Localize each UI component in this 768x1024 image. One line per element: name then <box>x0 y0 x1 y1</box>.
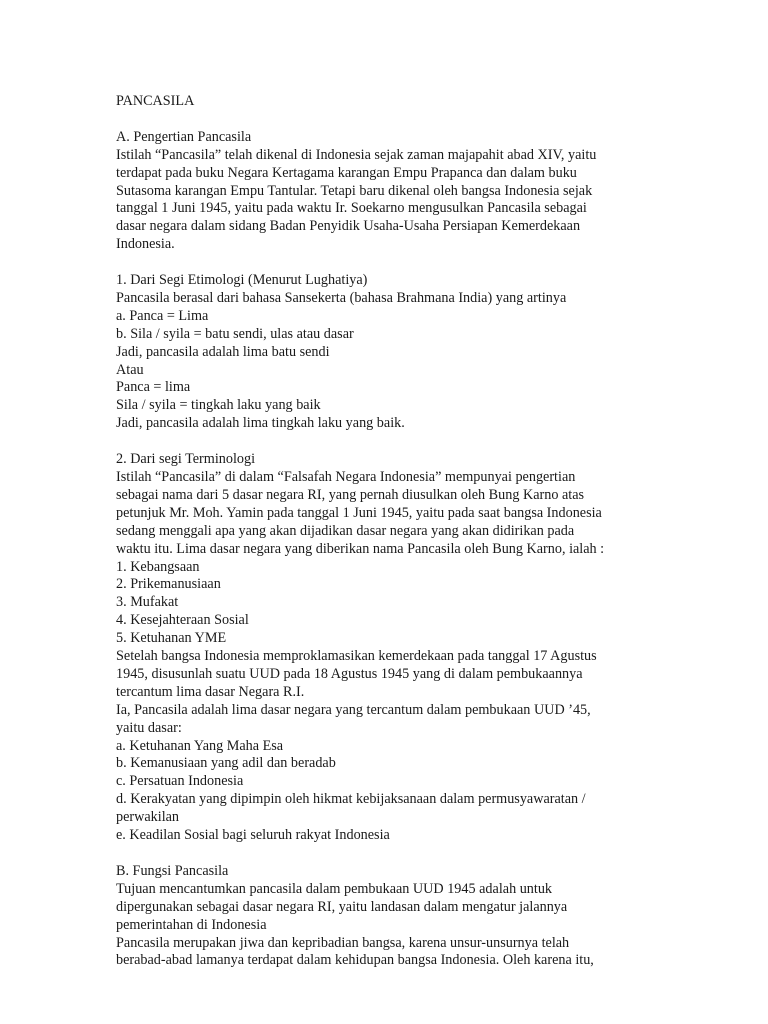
blank-line <box>116 111 656 129</box>
paragraph-line: Sila / syila = tingkah laku yang baik <box>116 397 321 414</box>
blank-line <box>116 254 656 272</box>
paragraph-line: berabad-abad lamanya terdapat dalam kehidupan bangsa Indonesia. Oleh karena itu, <box>116 952 594 969</box>
paragraph-line: 1945, disusunlah suatu UUD pada 18 Agustus 1945 yang di dalam pembukaannya <box>116 665 583 682</box>
paragraph-line: Panca = lima <box>116 379 191 396</box>
paragraph-line: dasar negara dalam sidang Badan Penyidik Usaha-Usaha Persiapan Kemerdekaan <box>116 218 581 235</box>
paragraph-line: Tujuan mencantumkan pancasila dalam pembukaan UUD 1945 adalah untuk <box>116 880 553 897</box>
list-item: 5. Ketuhanan YME <box>116 630 227 647</box>
subsection-etimologi <box>116 272 656 433</box>
list-item: 2. Prikemanusiaan <box>116 576 221 593</box>
paragraph-line: Pancasila merupakan jiwa dan kepribadian bangsa, karena unsur-unsurnya telah <box>116 934 570 951</box>
paragraph-line: petunjuk Mr. Moh. Yamin pada tanggal 1 Juni 1945, yaitu pada saat bangsa Indonesia <box>116 504 602 521</box>
list-item: b. Sila / syila = batu sendi, ulas atau dasar <box>116 325 354 342</box>
list-item: d. Kerakyatan yang dipimpin oleh hikmat kebijaksanaan dalam permusyawaratan / <box>116 791 586 808</box>
paragraph-line: Pancasila berasal dari bahasa Sansekerta (bahasa Brahmana India) yang artinya <box>116 289 567 306</box>
section-b <box>116 863 656 970</box>
subsection-1-heading: 1. Dari Segi Etimologi (Menurut Lughatiya) <box>116 272 368 289</box>
paragraph-line: Atau <box>116 361 144 378</box>
list-item: b. Kemanusiaan yang adil dan beradab <box>116 755 336 772</box>
paragraph-line: waktu itu. Lima dasar negara yang diberikan nama Pancasila oleh Bung Karno, ialah : <box>116 540 605 557</box>
list-item: 4. Kesejahteraan Sosial <box>116 612 249 629</box>
paragraph-line: Istilah “Pancasila” di dalam “Falsafah Negara Indonesia” mempunyai pengertian <box>116 468 576 485</box>
paragraph-line: terdapat pada buku Negara Kertagama karangan Empu Prapanca dan dalam buku <box>116 164 577 181</box>
paragraph-line: Sutasoma karangan Empu Tantular. Tetapi baru dikenal oleh bangsa Indonesia sejak <box>116 182 593 199</box>
list-item: 1. Kebangsaan <box>116 558 200 575</box>
paragraph-line: yaitu dasar: <box>116 719 182 736</box>
paragraph-line: Ia, Pancasila adalah lima dasar negara yang tercantum dalam pembukaan UUD ’45, <box>116 701 591 718</box>
paragraph-line: sebagai nama dari 5 dasar negara RI, yang pernah diusulkan oleh Bung Karno atas <box>116 486 585 503</box>
list-item: 3. Mufakat <box>116 594 179 611</box>
paragraph-line: Setelah bangsa Indonesia memproklamasikan kemerdekaan pada tanggal 17 Agustus <box>116 648 597 665</box>
paragraph-line: Jadi, pancasila adalah lima tingkah laku yang baik. <box>116 415 405 432</box>
paragraph-line: Indonesia. <box>116 236 175 253</box>
blank-line <box>116 433 656 451</box>
list-item: c. Persatuan Indonesia <box>116 773 244 790</box>
paragraph-line: dipergunakan sebagai dasar negara RI, yaitu landasan dalam mengatur jalannya <box>116 898 568 915</box>
paragraph-line: sedang menggali apa yang akan dijadikan dasar negara yang akan didirikan pada <box>116 522 575 539</box>
paragraph-line: tercantum lima dasar Negara R.I. <box>116 683 305 700</box>
section-a-heading: A. Pengertian Pancasila <box>116 128 252 145</box>
paragraph-line: Jadi, pancasila adalah lima batu sendi <box>116 343 330 360</box>
document-title: PANCASILA <box>116 93 195 109</box>
subsection-terminologi <box>116 451 656 845</box>
subsection-2-heading: 2. Dari segi Terminologi <box>116 451 256 468</box>
paragraph-line: tanggal 1 Juni 1945, yaitu pada waktu Ir. Soekarno mengusulkan Pancasila sebagai <box>116 200 587 217</box>
blank-line <box>116 845 656 863</box>
list-item: a. Ketuhanan Yang Maha Esa <box>116 737 284 754</box>
section-b-heading: B. Fungsi Pancasila <box>116 862 229 879</box>
list-item: e. Keadilan Sosial bagi seluruh rakyat Indonesia <box>116 827 390 844</box>
paragraph-line: Istilah “Pancasila” telah dikenal di Indonesia sejak zaman majapahit abad XIV, yaitu <box>116 146 597 163</box>
list-item: a. Panca = Lima <box>116 307 209 324</box>
document-page <box>116 93 656 970</box>
list-item: perwakilan <box>116 809 180 826</box>
paragraph-line: pemerintahan di Indonesia <box>116 916 267 933</box>
section-a <box>116 129 656 254</box>
